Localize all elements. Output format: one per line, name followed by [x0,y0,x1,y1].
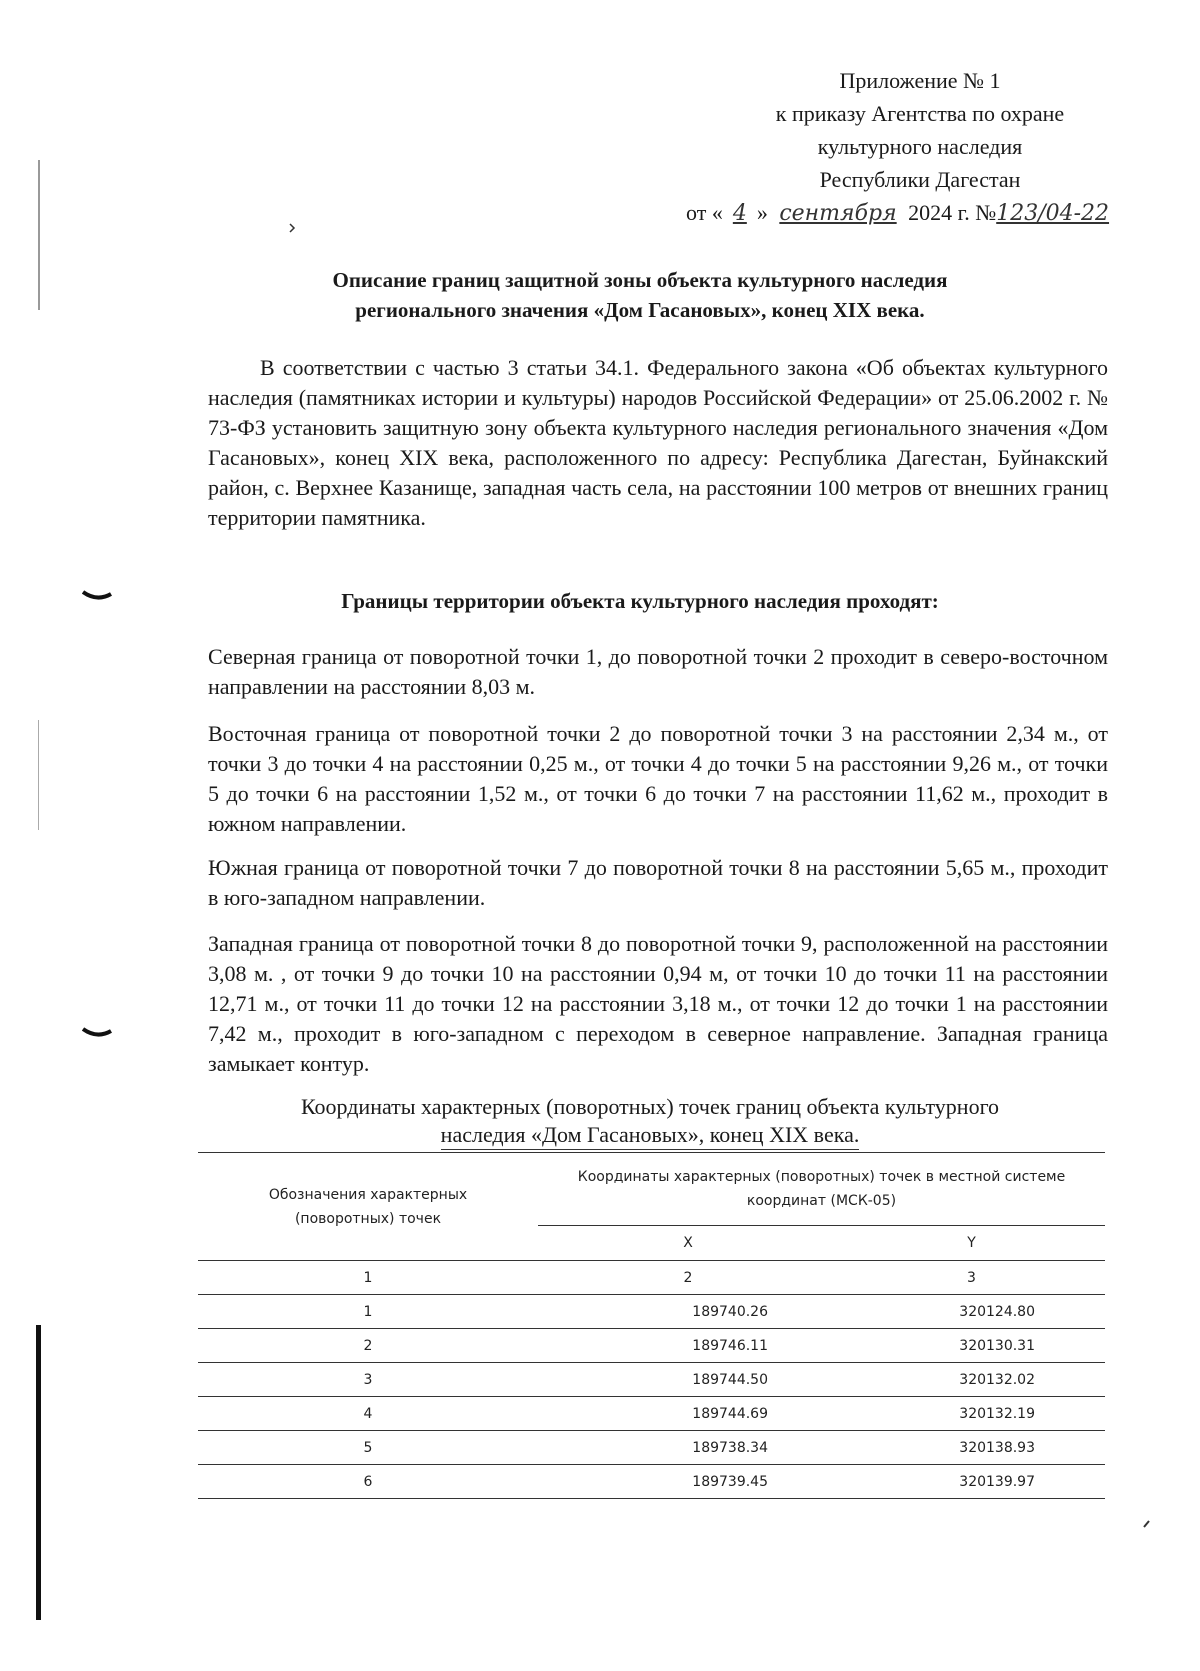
x-header: X [683,1235,693,1251]
scan-dot [288,222,298,236]
index-cell-2: 2 [538,1261,838,1295]
table-row [198,1363,1105,1397]
east-boundary-paragraph: Восточная граница от поворотной точки 2 до поворотной точки 3 на расстоянии 2,34 м., от точки 3 до точки 4 на расстоянии 0,25 м., от точки 4 до точки 5 на расстоянии 9,26 м., от точки 5 до точки 6 на расстоянии 1,52 м., от точки 6 до точки 7 на расстоянии 11,62 м., проходит в южном направлении. [208,721,1108,836]
table-row [198,1295,1105,1329]
coordinates-table [198,1152,1105,1499]
order-day: 4 [732,201,747,226]
table-caption [210,1093,1090,1150]
scan-edge-line-mid [38,720,39,830]
document-title [200,265,1080,325]
west-boundary-paragraph: Западная граница от поворотной точки 8 до поворотной точки 9, расположенной на расстоянии 3,08 м. , от точки 9 до точки 10 на расстоянии 0,94 м, от точки 10 до точки 11 на расстоянии 12,71 м., от точки 11 до точки 12 на расстоянии 3,18 м., от точки 12 до точки 1 на расстоянии 7,42 м., проходит в юго-западном с переходом в северное направление. Западная граница замыкает контур. [208,931,1108,1076]
order-year: 2024 г. № [908,200,997,225]
y-cell: 320139.97 [838,1465,1105,1499]
y-cell: 320124.80 [838,1295,1105,1329]
boundaries-subtitle: Границы территории объекта культурного наследия проходят: [341,589,939,613]
y-cell: 320132.19 [838,1397,1105,1431]
north-boundary-paragraph: Северная граница от поворотной точки 1, до поворотной точки 2 проходит в северо-восточном направлении на расстоянии 8,03 м. [208,644,1108,699]
y-cell: 320132.02 [838,1363,1105,1397]
title-line-1: Описание границ защитной зоны объекта культурного наследия [332,268,948,292]
caption-line-2: наследия «Дом Гасановых», конец XIX века. [441,1121,860,1150]
point-cell: 2 [198,1329,538,1363]
scan-mark-bottom [82,1027,112,1039]
x-cell: 189738.34 [538,1431,838,1465]
order-date-line [686,196,1140,230]
point-cell: 1 [198,1295,538,1329]
table-row [198,1431,1105,1465]
table-header-row [198,1153,1105,1226]
index-cell-3: 3 [838,1261,1105,1295]
point-designation-header: Обозначения характерных (поворотных) точек [198,1153,538,1261]
y-header: Y [967,1235,976,1251]
x-cell: 189740.26 [538,1295,838,1329]
order-number: 123/04-22 [996,201,1110,226]
table-index-row [198,1261,1105,1295]
y-cell: 320138.93 [838,1431,1105,1465]
scan-mark-top [82,590,112,602]
order-mid: » [756,200,768,225]
appendix-number: Приложение № 1 [839,68,1001,93]
x-cell: 189744.69 [538,1397,838,1431]
scan-tick [1142,1519,1152,1529]
appendix-order-ref: к приказу Агентства по охране [775,101,1065,126]
south-boundary-paragraph: Южная граница от поворотной точки 7 до поворотной точки 8 на расстоянии 5,65 м., проходит в юго-западном направлении. [208,855,1108,910]
title-line-2: регионального значения «Дом Гасановых», конец XIX века. [355,298,925,322]
point-cell: 3 [198,1363,538,1397]
order-month: сентября [779,201,897,226]
appendix-republic: Республики Дагестан [819,167,1021,192]
coordinates-header: Координаты характерных (поворотных) точек в местной системе координат (МСК-05) [538,1153,1105,1226]
x-cell: 189744.50 [538,1363,838,1397]
order-from: от « [686,200,723,225]
table-row [198,1329,1105,1363]
caption-line-1: Координаты характерных (поворотных) точек границ объекта культурного [300,1094,1000,1119]
y-cell: 320130.31 [838,1329,1105,1363]
intro-paragraph: В соответствии с частью 3 статьи 34.1. Федерального закона «Об объектах культурного наследия (памятниках истории и культуры) народов Российской Федерации» от 25.06.2002 г. № 73-ФЗ установить защитную зону объекта культурного наследия регионального значения «Дом Гасановых», конец XIX века, расположенного по адресу: Республика Дагестан, Буйнакский район, с. Верхнее Казанище, западная часть села, на расстоянии 100 метров от внешних границ территории памятника. [208,355,1108,530]
x-cell: 189746.11 [538,1329,838,1363]
appendix-header [686,64,1140,230]
point-cell: 6 [198,1465,538,1499]
scan-edge-line-top [38,160,40,310]
table-row [198,1397,1105,1431]
table-row [198,1465,1105,1499]
scan-edge-line-bottom [36,1325,41,1620]
index-cell-1: 1 [198,1261,538,1295]
point-cell: 4 [198,1397,538,1431]
x-cell: 189739.45 [538,1465,838,1499]
point-cell: 5 [198,1431,538,1465]
appendix-agency-line: культурного наследия [817,134,1023,159]
